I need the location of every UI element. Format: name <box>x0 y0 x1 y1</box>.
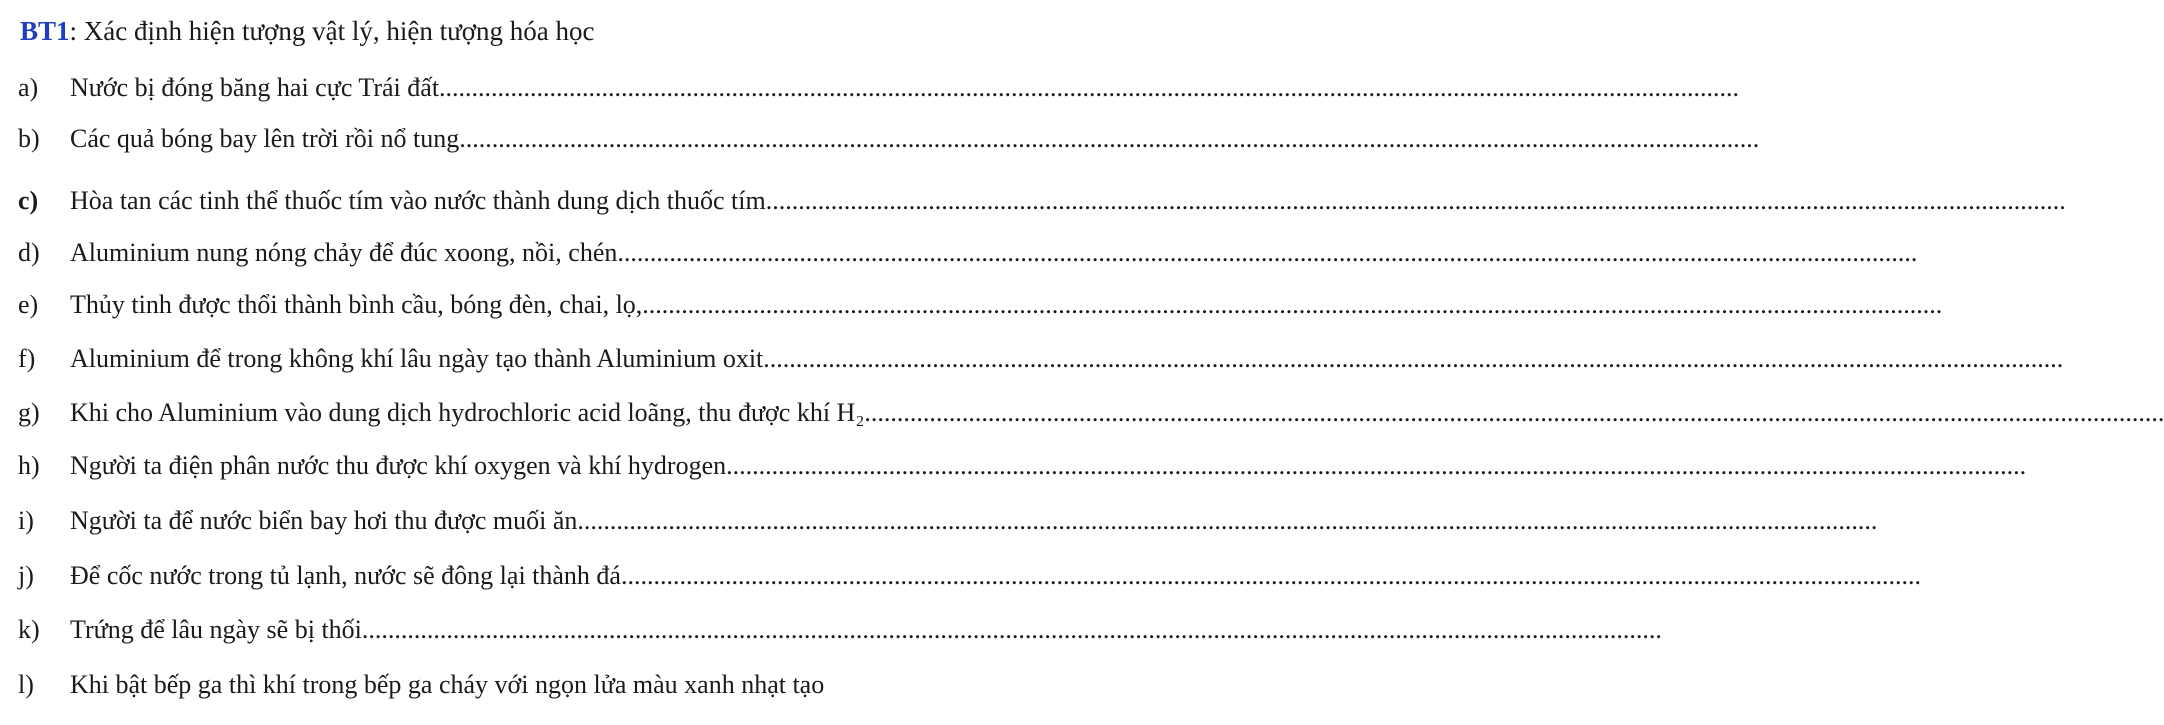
item-text: Các quả bóng bay lên trời rồi nổ tung........................................................................................................................................................................................................ <box>70 124 1760 153</box>
item-i <box>18 503 1878 539</box>
item-letter: a) <box>18 73 39 102</box>
answer-blank: ........................................................................................................................................................................................................ <box>620 561 1921 590</box>
exercise-code: BT1 <box>20 16 70 46</box>
answer-blank: ........................................................................................................................................................................................................ <box>577 506 1878 535</box>
item-text: Thủy tinh được thổi thành bình cầu, bóng đèn, chai, lọ,........................................................................................................................................................................................................ <box>70 290 1943 319</box>
item-c <box>18 183 2066 219</box>
item-letter: k) <box>18 615 40 644</box>
item-letter: i) <box>18 506 34 535</box>
item-d <box>18 235 1918 271</box>
item-text: Người ta để nước biển bay hơi thu được muối ăn........................................................................................................................................................................................................ <box>70 506 1878 535</box>
answer-blank: ........................................................................................................................................................................................................ <box>617 238 1918 267</box>
item-letter: g) <box>18 398 40 427</box>
item-j <box>18 558 1921 594</box>
item-letter: c) <box>18 186 39 215</box>
item-l <box>18 667 1022 703</box>
item-text: Aluminium nung nóng chảy để đúc xoong, nồi, chén........................................................................................................................................................................................................ <box>70 238 1918 267</box>
answer-blank: ........................................................................................................................................................................................................ <box>864 398 2164 427</box>
item-letter: l) <box>18 670 34 699</box>
item-text: Aluminium để trong không khí lâu ngày tạo thành Aluminium oxit........................................................................................................................................................................................................ <box>70 344 2064 373</box>
item-text: Khi bật bếp ga thì khí trong bếp ga cháy với ngọn lửa màu xanh nhạt tạo <box>70 670 825 699</box>
item-e <box>18 287 1943 323</box>
exercise-instruction: : Xác định hiện tượng vật lý, hiện tượng hóa học <box>69 16 595 46</box>
item-text: Hòa tan các tinh thể thuốc tím vào nước thành dung dịch thuốc tím........................................................................................................................................................................................................ <box>70 186 2066 215</box>
item-text: Khi cho Aluminium vào dung dịch hydrochloric acid loãng, thu được khí H₂........................................................................................................................................................................................................ <box>70 398 2164 427</box>
item-letter: f) <box>18 344 36 373</box>
item-f <box>18 341 2064 377</box>
item-letter: d) <box>18 238 40 267</box>
answer-blank: ........................................................................................................................................................................................................ <box>642 290 1943 319</box>
item-text: Người ta điện phân nước thu được khí oxygen và khí hydrogen........................................................................................................................................................................................................ <box>70 451 2027 480</box>
answer-blank: ........................................................................................................................................................................................................ <box>361 615 1662 644</box>
item-letter: e) <box>18 290 39 319</box>
item-text: Trứng để lâu ngày sẽ bị thối........................................................................................................................................................................................................ <box>70 615 1662 644</box>
item-text: Để cốc nước trong tủ lạnh, nước sẽ đông lại thành đá........................................................................................................................................................................................................ <box>70 561 1921 590</box>
item-k <box>18 612 1662 648</box>
item-g <box>18 395 2164 431</box>
answer-blank: ........................................................................................................................................................................................................ <box>726 451 2027 480</box>
answer-blank: ........................................................................................................................................................................................................ <box>459 124 1760 153</box>
item-text: Nước bị đóng băng hai cực Trái đất........................................................................................................................................................................................................ <box>70 73 1740 102</box>
item-a <box>18 70 1740 106</box>
item-letter: h) <box>18 451 40 480</box>
item-b <box>18 121 1760 157</box>
exercise-title <box>20 14 595 48</box>
answer-blank: ........................................................................................................................................................................................................ <box>763 344 2064 373</box>
answer-blank: ........................................................................................................................................................................................................ <box>765 186 2066 215</box>
item-h <box>18 448 2027 484</box>
item-letter: j) <box>18 561 34 590</box>
item-letter: b) <box>18 124 40 153</box>
answer-blank: ........................................................................................................................................................................................................ <box>439 73 1740 102</box>
